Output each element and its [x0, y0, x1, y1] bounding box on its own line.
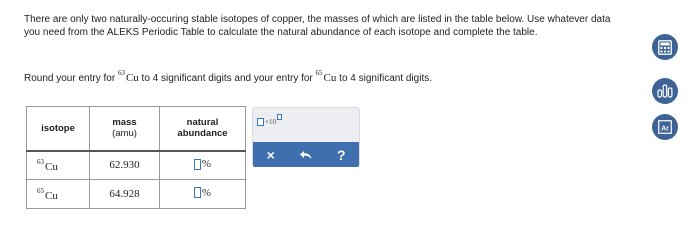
- header-isotope: isotope: [27, 107, 90, 151]
- undo-button[interactable]: [288, 142, 323, 167]
- rounding-instructions: [24, 66, 624, 86]
- isotope-65-label: $^{65}$Cu: [315, 69, 337, 84]
- table-row: [27, 151, 246, 180]
- calculator-button[interactable]: [652, 34, 678, 60]
- mass-cell: 64.928: [90, 180, 160, 209]
- help-button[interactable]: ?: [337, 146, 346, 163]
- abundance-63-input[interactable]: [194, 159, 201, 170]
- question-prompt: There are only two naturally-occuring stable isotopes of copper, the masses of which are listed in the table below. Use whatever data you need from the ALEKS Periodic Table to calculate the natural abundance of each isotope and complete the table.: [24, 14, 611, 38]
- mass-cell: 62.930: [90, 151, 160, 180]
- data-chart-button[interactable]: [652, 78, 678, 104]
- undo-icon: [299, 150, 313, 160]
- header-mass: mass (amu): [90, 107, 160, 151]
- answer-toolbox: [252, 107, 360, 167]
- percent-unit: %: [201, 186, 212, 199]
- header-abundance: natural abundance: [160, 107, 246, 151]
- percent-unit: %: [201, 158, 212, 170]
- abundance-65-input[interactable]: [194, 187, 201, 198]
- table-header-row: [27, 107, 246, 151]
- bar-chart-icon: [657, 84, 673, 98]
- isotope-63-label: $^{63}$Cu: [117, 69, 139, 84]
- rounding-text-1: Round your entry for: [24, 73, 118, 84]
- isotope-cell: $^{63}$Cu: [27, 151, 90, 180]
- abundance-cell: [160, 180, 246, 209]
- isotope-cell: $^{65}$Cu: [27, 180, 90, 209]
- calculator-icon: [658, 40, 672, 55]
- clear-button[interactable]: ×: [266, 146, 275, 163]
- exponent-box-icon: [277, 114, 282, 120]
- mantissa-box-icon: [257, 118, 264, 126]
- isotope-table: [26, 106, 246, 209]
- abundance-cell: [160, 151, 246, 180]
- periodic-table-icon: [658, 120, 672, 134]
- table-row: [27, 180, 246, 209]
- periodic-table-label: Ar: [661, 125, 669, 133]
- rounding-text-3: to 4 significant digits.: [336, 73, 432, 84]
- action-bar: [253, 142, 359, 167]
- scientific-notation-button[interactable]: [257, 114, 282, 130]
- times-ten-label: ×10: [265, 118, 276, 126]
- rounding-text-2: to 4 significant digits and your entry for: [138, 73, 316, 84]
- periodic-table-button[interactable]: [652, 114, 678, 140]
